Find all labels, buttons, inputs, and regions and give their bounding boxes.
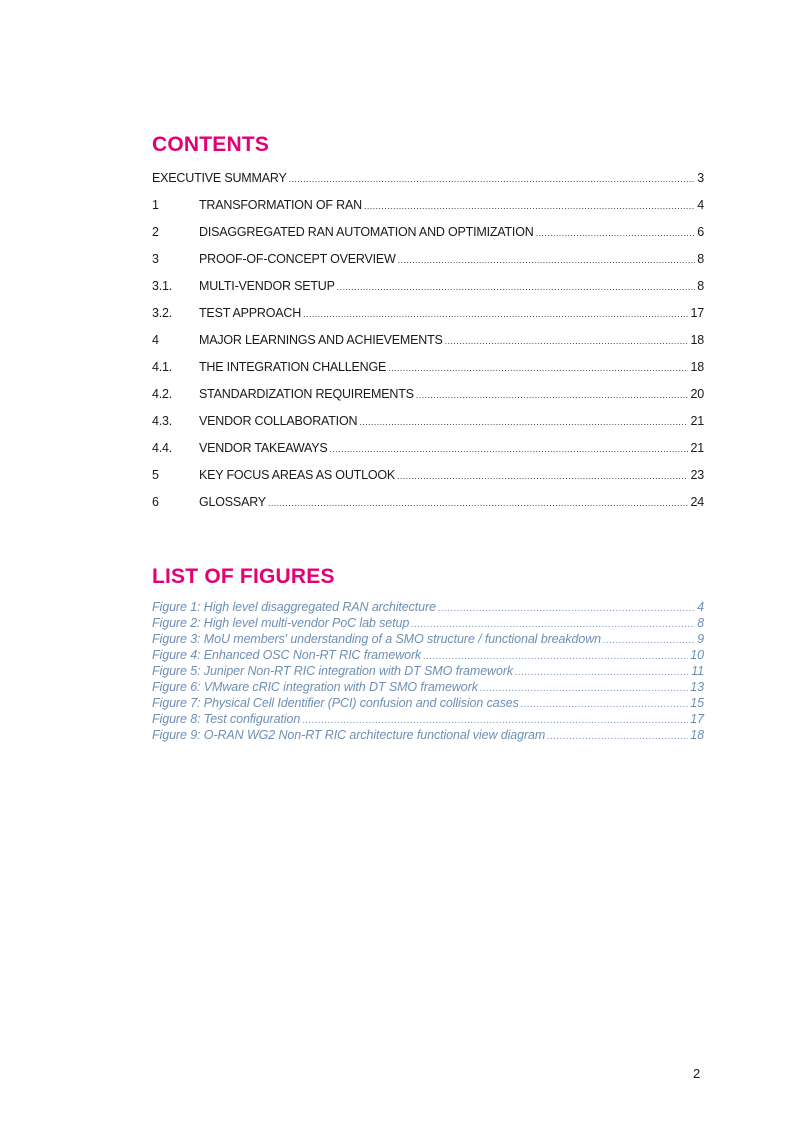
page-number: 2 bbox=[693, 1066, 701, 1081]
toc-entry-title: TRANSFORMATION OF RAN bbox=[199, 198, 362, 212]
dot-leader bbox=[337, 282, 695, 292]
figure-entry-title: Figure 3: MoU members' understanding of a SMO structure / functional breakdown bbox=[152, 632, 601, 646]
dot-leader bbox=[603, 635, 695, 646]
figure-entry-page: 18 bbox=[690, 728, 704, 742]
dot-leader bbox=[364, 201, 695, 211]
toc-entry-page: 6 bbox=[697, 225, 704, 239]
dot-leader bbox=[515, 667, 689, 678]
dot-leader bbox=[398, 255, 696, 265]
toc-entry[interactable] bbox=[152, 198, 704, 214]
toc-entry-page: 23 bbox=[690, 468, 704, 482]
figure-entry[interactable] bbox=[152, 728, 704, 744]
toc-entry-page: 21 bbox=[690, 414, 704, 428]
toc-entry[interactable] bbox=[152, 387, 704, 403]
figure-entry-page: 15 bbox=[690, 696, 704, 710]
dot-leader bbox=[547, 731, 688, 742]
toc-entry[interactable] bbox=[152, 306, 704, 322]
dot-leader bbox=[416, 390, 689, 400]
table-of-contents bbox=[152, 171, 704, 522]
toc-entry[interactable] bbox=[152, 171, 704, 187]
toc-entry-number: 3.2. bbox=[152, 306, 173, 320]
toc-entry-page: 21 bbox=[690, 441, 704, 455]
toc-entry-title: THE INTEGRATION CHALLENGE bbox=[199, 360, 387, 374]
figure-entry[interactable] bbox=[152, 712, 704, 728]
toc-entry-number: 2 bbox=[152, 225, 159, 239]
dot-leader bbox=[480, 683, 688, 694]
toc-entry[interactable] bbox=[152, 333, 704, 349]
figure-entry-title: Figure 5: Juniper Non-RT RIC integration with DT SMO framework bbox=[152, 664, 514, 678]
dot-leader bbox=[521, 699, 689, 710]
list-of-figures bbox=[152, 600, 704, 744]
dot-leader bbox=[302, 715, 688, 726]
dot-leader bbox=[411, 619, 695, 630]
figure-entry-page: 10 bbox=[690, 648, 704, 662]
toc-entry-page: 4 bbox=[697, 198, 704, 212]
dot-leader bbox=[438, 603, 695, 614]
toc-entry-title: KEY FOCUS AREAS AS OUTLOOK bbox=[199, 468, 396, 482]
figure-entry[interactable] bbox=[152, 632, 704, 648]
dot-leader bbox=[536, 228, 696, 238]
toc-entry-page: 8 bbox=[697, 279, 704, 293]
toc-entry[interactable] bbox=[152, 252, 704, 268]
toc-entry[interactable] bbox=[152, 414, 704, 430]
toc-entry[interactable] bbox=[152, 360, 704, 376]
toc-entry-page: 24 bbox=[690, 495, 704, 509]
toc-entry-page: 18 bbox=[690, 360, 704, 374]
toc-entry[interactable] bbox=[152, 468, 704, 484]
toc-entry-title: VENDOR TAKEAWAYS bbox=[199, 441, 328, 455]
toc-entry-title: PROOF-OF-CONCEPT OVERVIEW bbox=[199, 252, 396, 266]
dot-leader bbox=[359, 417, 688, 427]
toc-entry-number: 4 bbox=[152, 333, 159, 347]
list-of-figures-heading: LIST OF FIGURES bbox=[152, 565, 335, 588]
toc-entry-number: 4.2. bbox=[152, 387, 173, 401]
figure-entry-title: Figure 7: Physical Cell Identifier (PCI) confusion and collision cases bbox=[152, 696, 519, 710]
contents-heading: CONTENTS bbox=[152, 133, 270, 156]
figure-entry[interactable] bbox=[152, 600, 704, 616]
toc-entry-page: 17 bbox=[690, 306, 704, 320]
toc-entry-page: 8 bbox=[697, 252, 704, 266]
figure-entry-title: Figure 6: VMware cRIC integration with DT SMO framework bbox=[152, 680, 478, 694]
dot-leader bbox=[268, 498, 689, 508]
dot-leader bbox=[289, 174, 696, 184]
figure-entry-page: 4 bbox=[697, 600, 704, 614]
toc-entry-title: MAJOR LEARNINGS AND ACHIEVEMENTS bbox=[199, 333, 443, 347]
toc-entry-title: MULTI-VENDOR SETUP bbox=[199, 279, 335, 293]
figure-entry[interactable] bbox=[152, 696, 704, 712]
toc-entry-number: 3 bbox=[152, 252, 159, 266]
toc-entry-number: 3.1. bbox=[152, 279, 173, 293]
dot-leader bbox=[423, 651, 688, 662]
figure-entry-title: Figure 9: O-RAN WG2 Non-RT RIC architecture functional view diagram bbox=[152, 728, 546, 742]
toc-entry-title: GLOSSARY bbox=[199, 495, 266, 509]
figure-entry-title: Figure 8: Test configuration bbox=[152, 712, 301, 726]
toc-entry-title: TEST APPROACH bbox=[199, 306, 302, 320]
figure-entry-title: Figure 2: High level multi-vendor PoC lab setup bbox=[152, 616, 410, 630]
figure-entry[interactable] bbox=[152, 648, 704, 664]
figure-entry-page: 11 bbox=[691, 664, 704, 678]
figure-entry-title: Figure 4: Enhanced OSC Non-RT RIC framework bbox=[152, 648, 422, 662]
toc-entry-number: 6 bbox=[152, 495, 159, 509]
toc-entry-title: STANDARDIZATION REQUIREMENTS bbox=[199, 387, 414, 401]
toc-entry-number: 4.1. bbox=[152, 360, 173, 374]
toc-entry[interactable] bbox=[152, 279, 704, 295]
figure-entry[interactable] bbox=[152, 680, 704, 696]
figure-entry-page: 9 bbox=[697, 632, 704, 646]
figure-entry-title: Figure 1: High level disaggregated RAN architecture bbox=[152, 600, 436, 614]
toc-entry-page: 20 bbox=[690, 387, 704, 401]
toc-entry-number: 4.3. bbox=[152, 414, 173, 428]
dot-leader bbox=[397, 471, 688, 481]
toc-entry-page: 18 bbox=[690, 333, 704, 347]
figure-entry-page: 13 bbox=[690, 680, 704, 694]
toc-entry-number: 5 bbox=[152, 468, 159, 482]
figure-entry[interactable] bbox=[152, 664, 704, 680]
toc-entry-title: VENDOR COLLABORATION bbox=[199, 414, 358, 428]
toc-entry-page: 3 bbox=[697, 171, 704, 185]
dot-leader bbox=[445, 336, 689, 346]
toc-entry[interactable] bbox=[152, 441, 704, 457]
toc-entry-number: 1 bbox=[152, 198, 159, 212]
dot-leader bbox=[388, 363, 688, 373]
toc-entry[interactable] bbox=[152, 225, 704, 241]
dot-leader bbox=[303, 309, 688, 319]
toc-entry-title: EXECUTIVE SUMMARY bbox=[152, 171, 287, 185]
figure-entry-page: 17 bbox=[690, 712, 704, 726]
dot-leader bbox=[330, 444, 689, 454]
figure-entry[interactable] bbox=[152, 616, 704, 632]
toc-entry[interactable] bbox=[152, 495, 704, 511]
toc-entry-title: DISAGGREGATED RAN AUTOMATION AND OPTIMIZATION bbox=[199, 225, 534, 239]
toc-entry-number: 4.4. bbox=[152, 441, 173, 455]
figure-entry-page: 8 bbox=[697, 616, 704, 630]
